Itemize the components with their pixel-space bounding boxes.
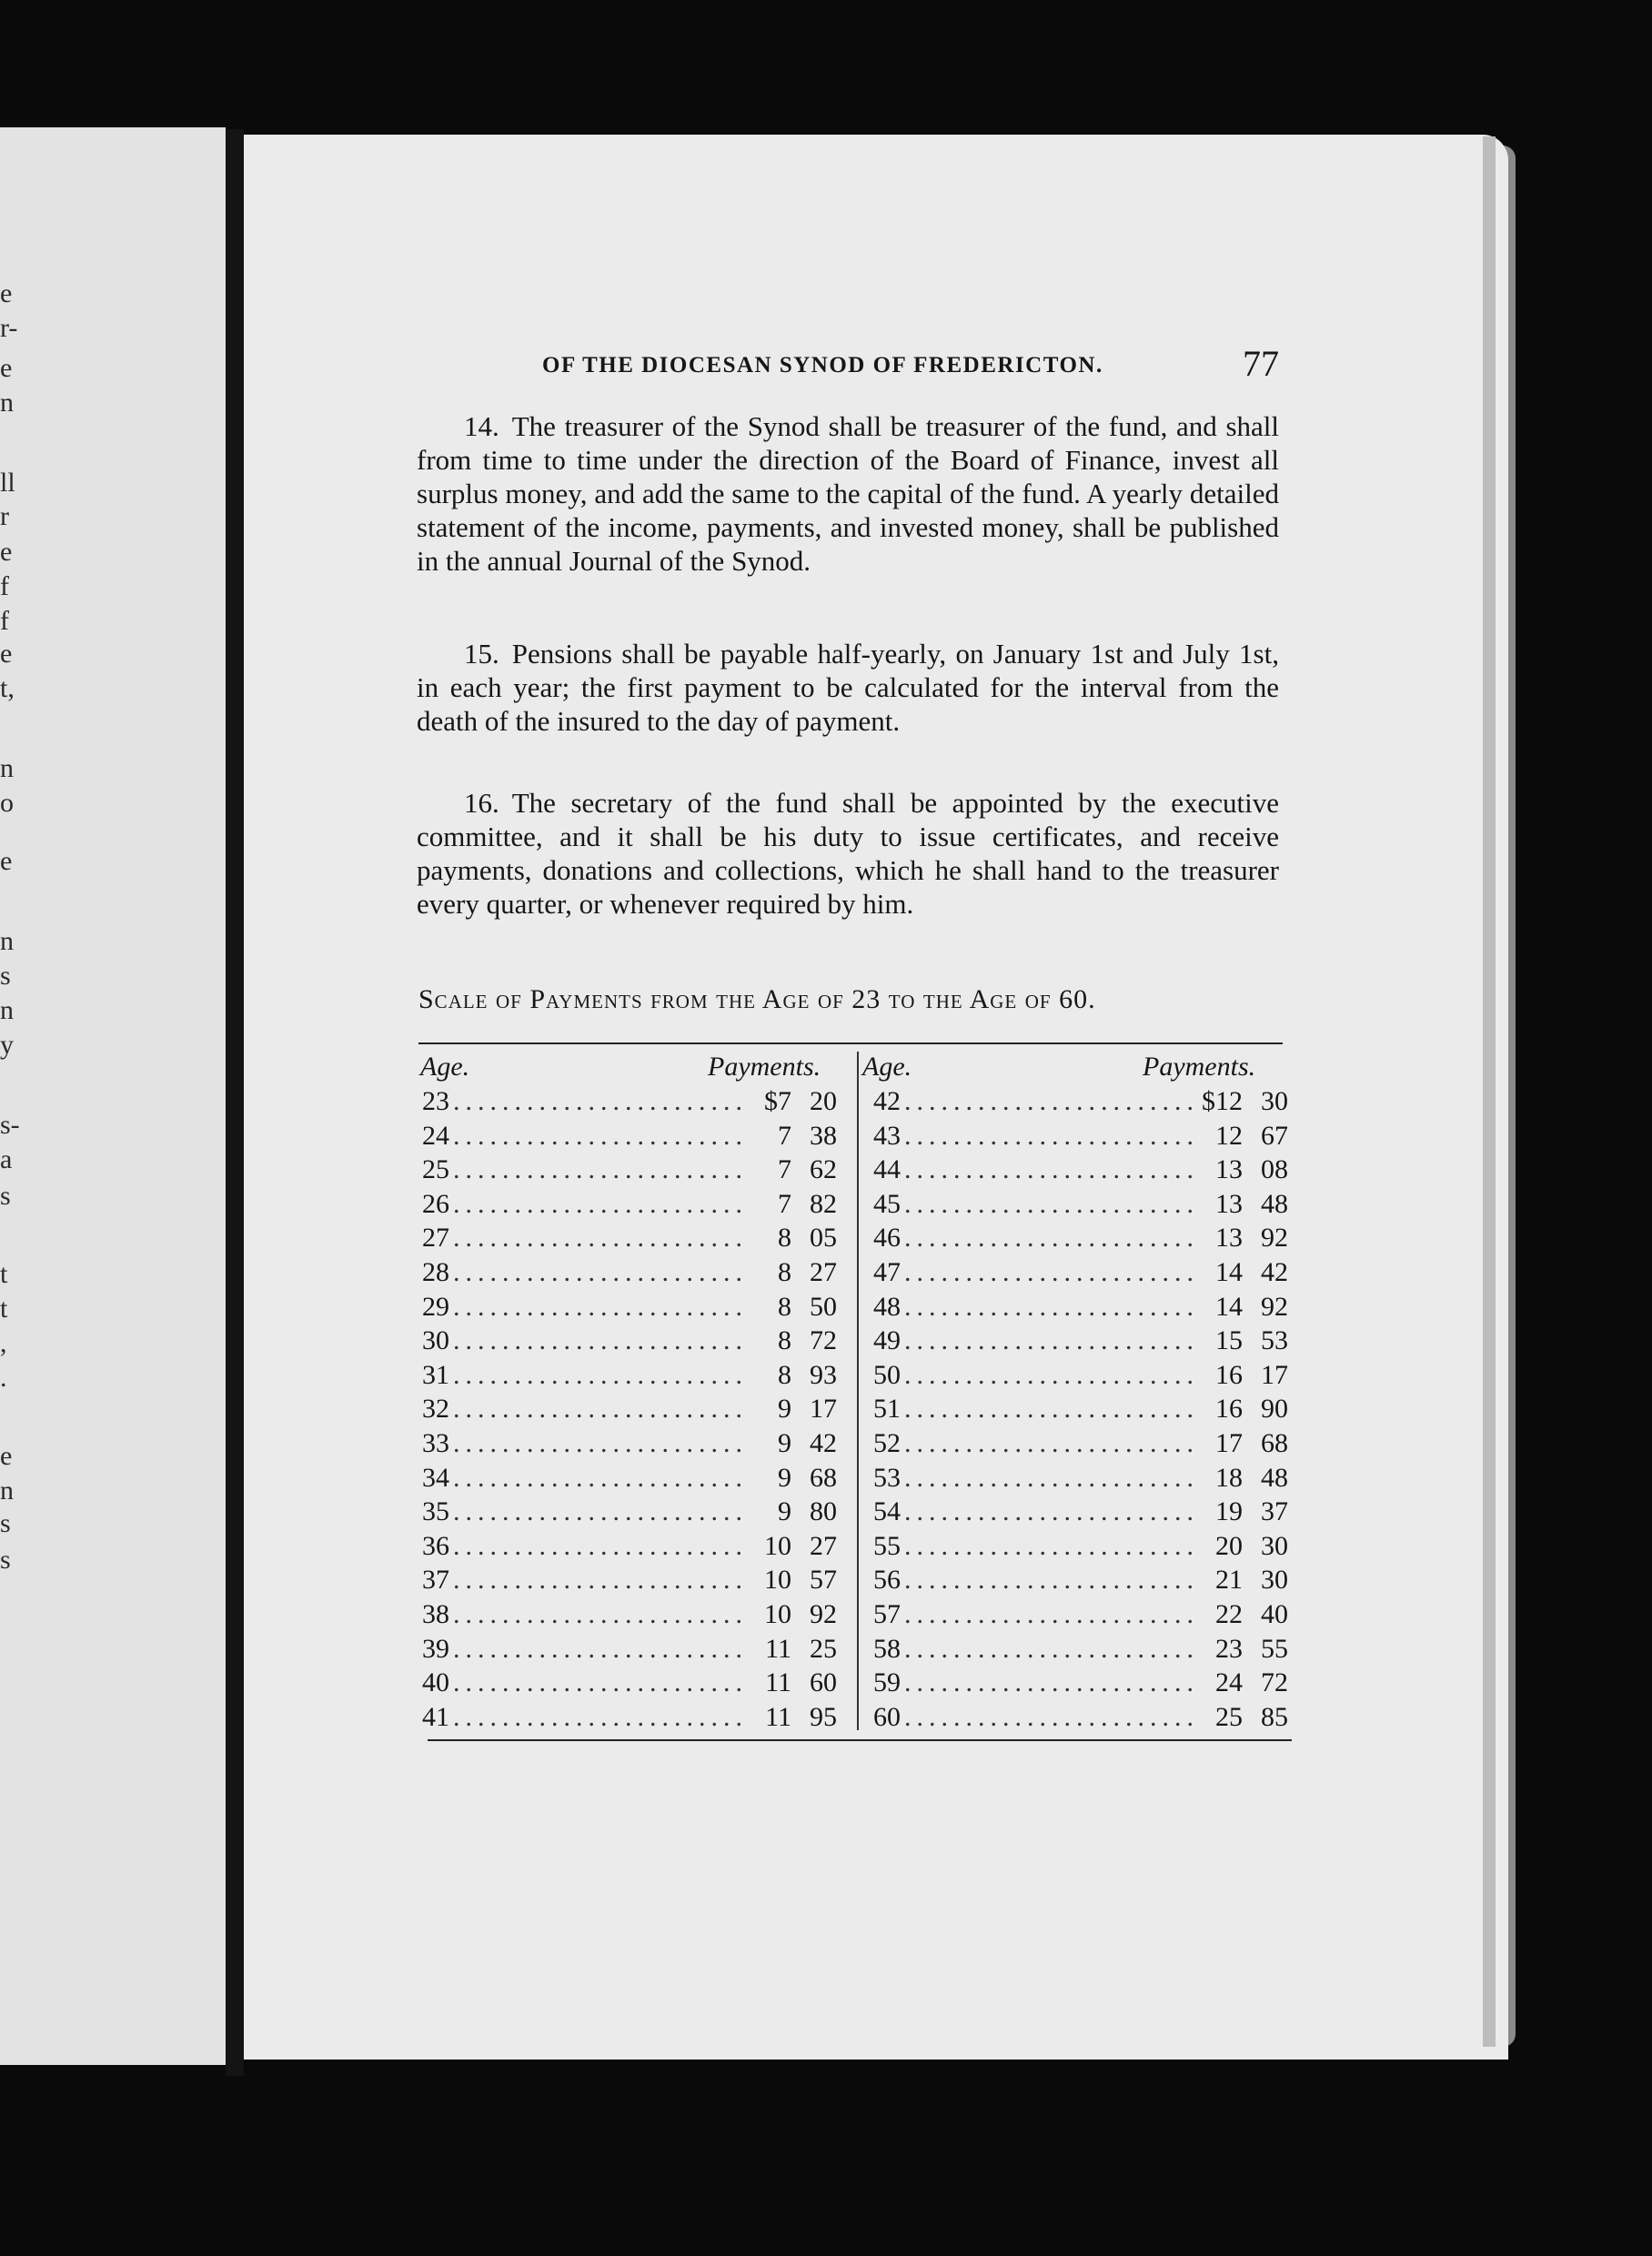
left-table-row xyxy=(422,1255,837,1289)
leader-dots xyxy=(904,1563,1199,1596)
age-cell: 51 xyxy=(873,1394,901,1425)
age-cell: 46 xyxy=(873,1223,901,1254)
payment-cents: 90 xyxy=(1261,1394,1288,1425)
payment-cell xyxy=(751,1700,837,1734)
age-cell: 49 xyxy=(873,1325,901,1356)
age-cell: 37 xyxy=(422,1565,449,1596)
right-table-row xyxy=(873,1358,1288,1392)
leader-dots xyxy=(904,1119,1199,1153)
left-page-fragment: , xyxy=(0,1328,7,1358)
left-page-fragment: s- xyxy=(0,1110,20,1140)
leader-dots xyxy=(904,1529,1199,1563)
leader-dots xyxy=(453,1255,748,1289)
left-table-row xyxy=(422,1221,837,1254)
payment-cell xyxy=(1203,1290,1288,1324)
payment-cents: 25 xyxy=(810,1633,837,1664)
payment-cell xyxy=(751,1426,837,1460)
left-page-fragment: s xyxy=(0,961,11,991)
left-page-fragment: s xyxy=(0,1545,11,1575)
left-page-fragment: e xyxy=(0,1441,13,1471)
payment-cents: 48 xyxy=(1261,1188,1288,1219)
right-table-row xyxy=(873,1700,1288,1734)
leader-dots xyxy=(904,1153,1199,1186)
leader-dots xyxy=(453,1187,748,1221)
right-table-row xyxy=(873,1221,1288,1254)
payment-dollars: 16 xyxy=(1215,1394,1243,1425)
left-page-fragment: n xyxy=(0,753,14,783)
leader-dots xyxy=(453,1461,748,1495)
paragraph-number: 14. xyxy=(464,410,499,442)
payment-dollars: 10 xyxy=(764,1565,791,1596)
payment-cents: 20 xyxy=(810,1086,837,1116)
leader-dots xyxy=(453,1392,748,1425)
right-table-row xyxy=(873,1597,1288,1631)
age-cell: 50 xyxy=(873,1359,901,1390)
payment-cell xyxy=(1203,1153,1288,1186)
payment-dollars: 11 xyxy=(765,1667,791,1698)
payment-dollars: 14 xyxy=(1215,1257,1243,1287)
left-page-fragment: . xyxy=(0,1363,7,1393)
age-cell: 43 xyxy=(873,1120,901,1151)
payment-cell xyxy=(751,1666,837,1699)
payment-cents: 42 xyxy=(810,1428,837,1458)
leader-dots xyxy=(904,1187,1199,1221)
age-cell: 53 xyxy=(873,1462,901,1493)
payment-dollars: 11 xyxy=(765,1701,791,1732)
payment-cents: 48 xyxy=(1261,1462,1288,1493)
left-table-row xyxy=(422,1187,837,1221)
payment-dollars: 18 xyxy=(1215,1462,1243,1493)
leader-dots xyxy=(453,1632,748,1666)
payment-cell xyxy=(751,1119,837,1153)
leader-dots xyxy=(904,1358,1199,1392)
left-page-fragment: n xyxy=(0,1475,14,1506)
payment-cents: 85 xyxy=(1261,1701,1288,1732)
left-payments-header: Payments. xyxy=(708,1052,821,1082)
running-head-title: OF THE DIOCESAN SYNOD OF FREDERICTON. xyxy=(542,353,1103,378)
payment-dollars: 13 xyxy=(1215,1154,1243,1185)
leader-dots xyxy=(904,1495,1199,1528)
payment-cell xyxy=(751,1529,837,1563)
payment-cell xyxy=(751,1187,837,1221)
left-page-fragment: n xyxy=(0,926,14,956)
left-table-row xyxy=(422,1426,837,1460)
payment-cents: 30 xyxy=(1261,1530,1288,1561)
payment-cell xyxy=(751,1563,837,1596)
payment-cell xyxy=(751,1597,837,1631)
left-page-fragment: t xyxy=(0,1259,8,1289)
payment-cents: 17 xyxy=(1261,1359,1288,1390)
payment-dollars: 7 xyxy=(778,1188,791,1219)
payment-cell xyxy=(751,1495,837,1528)
previous-page xyxy=(0,127,226,2065)
leader-dots xyxy=(453,1563,748,1596)
leader-dots xyxy=(904,1255,1199,1289)
age-cell: 24 xyxy=(422,1120,449,1151)
payment-cell xyxy=(1203,1700,1288,1734)
age-cell: 58 xyxy=(873,1633,901,1664)
payment-cents: 50 xyxy=(810,1291,837,1322)
leader-dots xyxy=(453,1290,748,1324)
payment-cents: 92 xyxy=(1261,1223,1288,1254)
age-cell: 31 xyxy=(422,1359,449,1390)
payment-cents: 67 xyxy=(1261,1120,1288,1151)
payment-cell xyxy=(751,1358,837,1392)
left-page-fragment: s xyxy=(0,1508,11,1538)
payment-cell xyxy=(1203,1495,1288,1528)
age-cell: 40 xyxy=(422,1667,449,1698)
payment-dollars: 23 xyxy=(1215,1633,1243,1664)
payment-dollars: 8 xyxy=(778,1325,791,1356)
left-page-fragment: n xyxy=(0,388,14,418)
payment-cents: 38 xyxy=(810,1120,837,1151)
payment-cents: 72 xyxy=(1261,1667,1288,1698)
left-page-fragment: e xyxy=(0,353,13,383)
payment-dollars: 8 xyxy=(778,1257,791,1287)
right-table-row xyxy=(873,1563,1288,1596)
leader-dots xyxy=(904,1392,1199,1425)
age-cell: 34 xyxy=(422,1462,449,1493)
payment-cell xyxy=(751,1632,837,1666)
payment-dollars: 19 xyxy=(1215,1496,1243,1527)
leader-dots xyxy=(904,1666,1199,1699)
age-cell: 36 xyxy=(422,1530,449,1561)
age-cell: 26 xyxy=(422,1188,449,1219)
payment-dollars: $12 xyxy=(1202,1086,1243,1116)
payment-dollars: 8 xyxy=(778,1359,791,1390)
payment-dollars: $7 xyxy=(764,1086,791,1116)
left-page-fragment: e xyxy=(0,639,13,669)
left-page-fragment: y xyxy=(0,1030,14,1060)
payment-cents: 08 xyxy=(1261,1154,1288,1185)
right-table-row xyxy=(873,1255,1288,1289)
age-cell: 54 xyxy=(873,1496,901,1527)
payment-cell xyxy=(1203,1461,1288,1495)
payment-dollars: 16 xyxy=(1215,1359,1243,1390)
payment-cents: 57 xyxy=(810,1565,837,1596)
left-page-fragment: s xyxy=(0,1181,11,1211)
leader-dots xyxy=(453,1358,748,1392)
table-bottom-rule xyxy=(428,1739,1292,1741)
age-cell: 52 xyxy=(873,1428,901,1458)
left-page-fragment: f xyxy=(0,606,9,636)
age-cell: 44 xyxy=(873,1154,901,1185)
payment-cents: 53 xyxy=(1261,1325,1288,1356)
age-cell: 57 xyxy=(873,1599,901,1629)
payment-dollars: 9 xyxy=(778,1462,791,1493)
age-cell: 27 xyxy=(422,1223,449,1254)
left-age-header: Age. xyxy=(420,1052,470,1082)
left-table-row xyxy=(422,1392,837,1425)
age-cell: 42 xyxy=(873,1086,901,1116)
payment-cents: 92 xyxy=(810,1599,837,1629)
right-table-row xyxy=(873,1119,1288,1153)
age-cell: 38 xyxy=(422,1599,449,1629)
right-payments-header: Payments. xyxy=(1143,1052,1256,1082)
payment-dollars: 10 xyxy=(764,1530,791,1561)
payment-cents: 30 xyxy=(1261,1565,1288,1596)
payment-cents: 93 xyxy=(810,1359,837,1390)
payment-dollars: 9 xyxy=(778,1394,791,1425)
age-cell: 59 xyxy=(873,1667,901,1698)
paragraph-number: 16. xyxy=(464,787,499,819)
table-top-rule xyxy=(418,1042,1283,1044)
payment-cell xyxy=(1203,1666,1288,1699)
left-table-row xyxy=(422,1290,837,1324)
payment-cell xyxy=(1202,1084,1288,1118)
payment-dollars: 15 xyxy=(1215,1325,1243,1356)
payment-dollars: 21 xyxy=(1215,1565,1243,1596)
payment-cents: 80 xyxy=(810,1496,837,1527)
payment-cents: 30 xyxy=(1261,1086,1288,1116)
leader-dots xyxy=(453,1426,748,1460)
payment-dollars: 11 xyxy=(765,1633,791,1664)
payment-dollars: 9 xyxy=(778,1496,791,1527)
leader-dots xyxy=(453,1495,748,1528)
payment-cents: 72 xyxy=(810,1325,837,1356)
payment-dollars: 17 xyxy=(1215,1428,1243,1458)
leader-dots xyxy=(904,1597,1199,1631)
right-table-row xyxy=(873,1461,1288,1495)
payment-dollars: 25 xyxy=(1215,1701,1243,1732)
age-cell: 55 xyxy=(873,1530,901,1561)
payment-cents: 62 xyxy=(810,1154,837,1185)
age-cell: 30 xyxy=(422,1325,449,1356)
left-page-fragment: n xyxy=(0,995,14,1025)
left-table-row xyxy=(422,1632,837,1666)
payment-dollars: 13 xyxy=(1215,1188,1243,1219)
payment-cents: 60 xyxy=(810,1667,837,1698)
leader-dots xyxy=(904,1290,1199,1324)
paragraph-14 xyxy=(417,409,1279,578)
payment-cell xyxy=(751,1153,837,1186)
age-cell: 23 xyxy=(422,1086,449,1116)
leader-dots xyxy=(453,1597,748,1631)
payment-cents: 40 xyxy=(1261,1599,1288,1629)
book-spine xyxy=(226,129,244,2076)
leader-dots xyxy=(453,1666,748,1699)
left-table-row xyxy=(422,1563,837,1596)
payment-cell xyxy=(1203,1358,1288,1392)
payment-cents: 17 xyxy=(810,1394,837,1425)
right-table-row xyxy=(873,1426,1288,1460)
paragraph-number: 15. xyxy=(464,638,499,670)
right-table-row xyxy=(873,1153,1288,1186)
payment-cell xyxy=(751,1392,837,1425)
left-table-row xyxy=(422,1700,837,1734)
age-cell: 29 xyxy=(422,1291,449,1322)
leader-dots xyxy=(453,1700,748,1734)
paragraph-text: Pensions shall be payable half-yearly, on January 1st and July 1st, in each year; the first payment to be calculated for the interval from the death of the insured to the day of payment. xyxy=(417,638,1279,737)
leader-dots xyxy=(904,1221,1199,1254)
leader-dots xyxy=(453,1221,748,1254)
payment-cell xyxy=(1203,1187,1288,1221)
left-page-fragment: o xyxy=(0,788,14,818)
leader-dots xyxy=(904,1461,1199,1495)
payment-cents: 55 xyxy=(1261,1633,1288,1664)
leader-dots xyxy=(453,1084,748,1118)
right-table-row xyxy=(873,1666,1288,1699)
payment-cell xyxy=(1203,1597,1288,1631)
left-table-row xyxy=(422,1529,837,1563)
payment-cents: 95 xyxy=(810,1701,837,1732)
payment-cell xyxy=(1203,1255,1288,1289)
payment-dollars: 9 xyxy=(778,1428,791,1458)
paragraph-text: The treasurer of the Synod shall be treasurer of the fund, and shall from time to time under the direction of the Board of Finance, invest all surplus money, and add the same to the capital of the fund. A yearly detailed statement of the income, payments, and invested money, shall be published in the annual Journal of the Synod. xyxy=(417,410,1279,577)
payment-dollars: 20 xyxy=(1215,1530,1243,1561)
right-age-header: Age. xyxy=(862,1052,912,1082)
left-page-fragment: e xyxy=(0,537,13,567)
left-table-row xyxy=(422,1324,837,1357)
payment-dollars: 13 xyxy=(1215,1223,1243,1254)
payment-cell xyxy=(751,1461,837,1495)
age-cell: 33 xyxy=(422,1428,449,1458)
leader-dots xyxy=(453,1153,748,1186)
payment-cell xyxy=(1203,1632,1288,1666)
left-page-fragment: t xyxy=(0,1294,8,1324)
left-table-row xyxy=(422,1358,837,1392)
payment-cell xyxy=(1203,1119,1288,1153)
payment-dollars: 8 xyxy=(778,1291,791,1322)
payment-dollars: 8 xyxy=(778,1223,791,1254)
payment-cents: 05 xyxy=(810,1223,837,1254)
paragraph-16 xyxy=(417,786,1279,921)
payment-cell xyxy=(751,1084,837,1118)
leader-dots xyxy=(453,1119,748,1153)
payment-dollars: 14 xyxy=(1215,1291,1243,1322)
payment-dollars: 24 xyxy=(1215,1667,1243,1698)
payment-cell xyxy=(751,1324,837,1357)
age-cell: 47 xyxy=(873,1257,901,1287)
age-cell: 48 xyxy=(873,1291,901,1322)
running-head xyxy=(542,342,1279,388)
left-table-row xyxy=(422,1461,837,1495)
payment-dollars: 7 xyxy=(778,1154,791,1185)
page-number: 77 xyxy=(1243,343,1279,384)
right-table-row xyxy=(873,1187,1288,1221)
page-edge-inner xyxy=(1483,136,1496,2047)
age-cell: 39 xyxy=(422,1633,449,1664)
left-page-fragment: e xyxy=(0,846,13,876)
payment-cents: 37 xyxy=(1261,1496,1288,1527)
left-table-row xyxy=(422,1119,837,1153)
leader-dots xyxy=(453,1529,748,1563)
payment-cents: 68 xyxy=(810,1462,837,1493)
right-table-row xyxy=(873,1324,1288,1357)
right-table-row xyxy=(873,1084,1288,1118)
age-cell: 45 xyxy=(873,1188,901,1219)
payment-cell xyxy=(751,1255,837,1289)
right-table-row xyxy=(873,1392,1288,1425)
payment-dollars: 12 xyxy=(1215,1120,1243,1151)
leader-dots xyxy=(904,1426,1199,1460)
left-table-row xyxy=(422,1597,837,1631)
age-cell: 60 xyxy=(873,1701,901,1732)
left-table-row xyxy=(422,1153,837,1186)
payment-dollars: 22 xyxy=(1215,1599,1243,1629)
age-cell: 41 xyxy=(422,1701,449,1732)
left-page-fragment: e xyxy=(0,278,13,308)
payment-cell xyxy=(1203,1529,1288,1563)
payment-cell xyxy=(1203,1426,1288,1460)
payment-cents: 27 xyxy=(810,1257,837,1287)
payment-cell xyxy=(751,1290,837,1324)
left-page-fragment: t, xyxy=(0,673,15,703)
payment-cents: 92 xyxy=(1261,1291,1288,1322)
left-table-row xyxy=(422,1666,837,1699)
payment-cell xyxy=(1203,1221,1288,1254)
paragraph-text: The secretary of the fund shall be appointed by the executive committee, and it shall be his duty to issue certificates, and receive payments, donations and collections, which he shall hand to the treasurer every quarter, or whenever required by him. xyxy=(417,787,1279,920)
age-cell: 35 xyxy=(422,1496,449,1527)
payment-cents: 42 xyxy=(1261,1257,1288,1287)
table-title: Scale of Payments from the Age of 23 to the Age of 60. xyxy=(418,984,1096,1014)
age-cell: 28 xyxy=(422,1257,449,1287)
age-cell: 32 xyxy=(422,1394,449,1425)
table-column-divider xyxy=(857,1052,859,1730)
payment-cents: 82 xyxy=(810,1188,837,1219)
right-table-row xyxy=(873,1290,1288,1324)
left-table-row xyxy=(422,1084,837,1118)
payment-cell xyxy=(1203,1392,1288,1425)
payment-cents: 27 xyxy=(810,1530,837,1561)
leader-dots xyxy=(904,1084,1198,1118)
right-table-row xyxy=(873,1495,1288,1528)
payment-cell xyxy=(751,1221,837,1254)
leader-dots xyxy=(904,1632,1199,1666)
payment-cell xyxy=(1203,1324,1288,1357)
left-page-fragment: r- xyxy=(0,313,18,343)
right-table-row xyxy=(873,1529,1288,1563)
leader-dots xyxy=(453,1324,748,1357)
left-table-row xyxy=(422,1495,837,1528)
age-cell: 56 xyxy=(873,1565,901,1596)
right-table-row xyxy=(873,1632,1288,1666)
payment-cell xyxy=(1203,1563,1288,1596)
left-page-fragment: a xyxy=(0,1144,13,1174)
payment-cents: 68 xyxy=(1261,1428,1288,1458)
left-page-fragment: f xyxy=(0,571,9,601)
leader-dots xyxy=(904,1324,1199,1357)
payment-dollars: 7 xyxy=(778,1120,791,1151)
paragraph-15 xyxy=(417,637,1279,738)
left-page-fragment: r xyxy=(0,501,9,531)
age-cell: 25 xyxy=(422,1154,449,1185)
payment-dollars: 10 xyxy=(764,1599,791,1629)
leader-dots xyxy=(904,1700,1199,1734)
left-page-fragment: ll xyxy=(0,468,15,498)
